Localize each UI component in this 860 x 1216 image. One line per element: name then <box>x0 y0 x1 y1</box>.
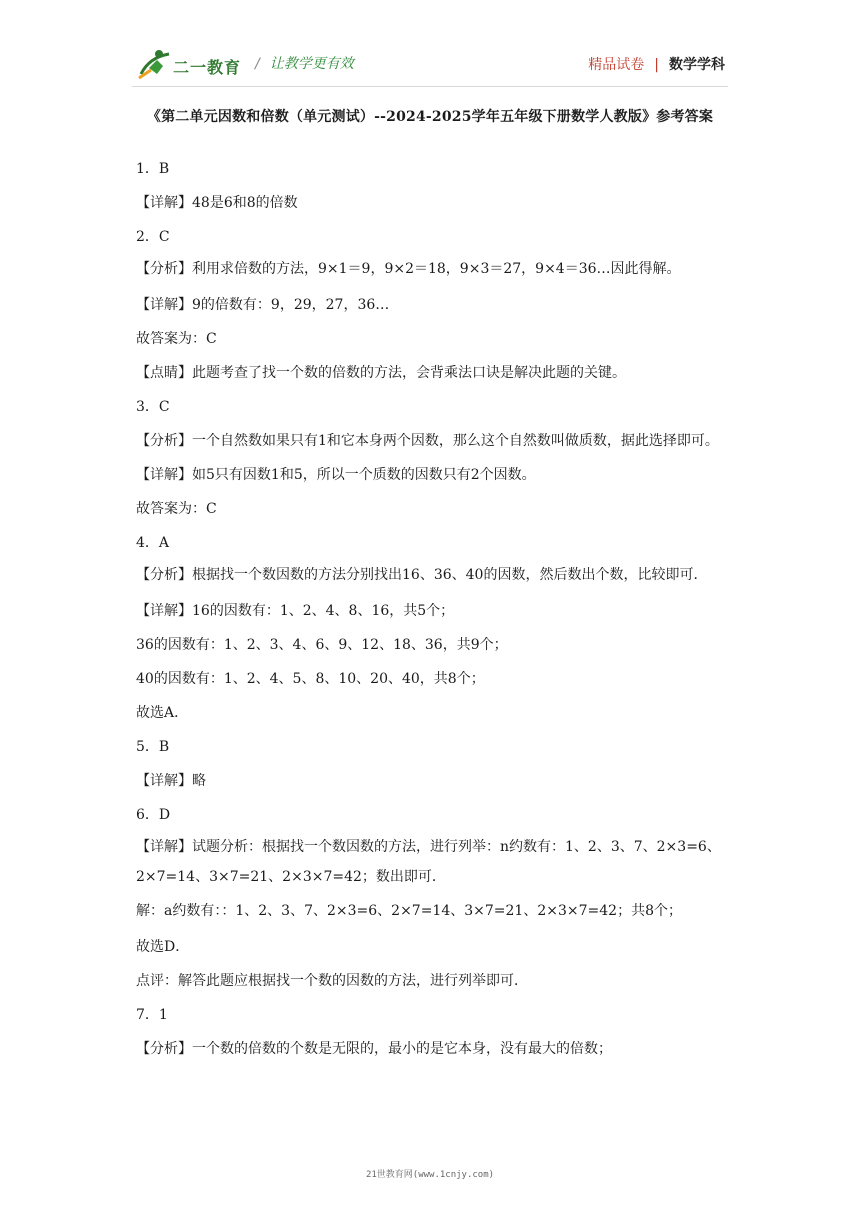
answer-line: 解：a约数有：：1、2、3、7、2×3=6、2×7=14、3×7=21、2×3×7=42；共8个； <box>136 903 682 919</box>
answer-line: 【分析】利用求倍数的方法，9×1＝9，9×2＝18，9×3＝27，9×4＝36…因此得解。 <box>136 261 681 277</box>
answer-line: 【详解】9的倍数有：9，29，27，36… <box>136 297 390 313</box>
answer-line: 4．A <box>136 535 170 551</box>
answer-line: 【详解】试题分析：根据找一个数因数的方法，进行列举：n约数有：1、2、3、7、2×3=6、2×7=14、3×7=21、2×3×7=42；数出即可． <box>136 839 721 885</box>
answer-line: 5．B <box>136 739 170 755</box>
header-divider <box>132 86 728 87</box>
document-title: 《第二单元因数和倍数（单元测试）--2024-2025学年五年级下册数学人教版》参考答案 <box>146 109 714 125</box>
answer-line: 故选A． <box>136 705 189 721</box>
footer: 21世教育网(www.1cnjy.com) <box>365 1170 495 1180</box>
logo-text: 二一教育 <box>173 58 242 77</box>
runner-logo-icon <box>137 48 173 82</box>
answer-line: 40的因数有：1、2、4、5、8、10、20、40，共8个； <box>136 671 485 687</box>
answer-line: 【详解】48是6和8的倍数 <box>136 195 298 211</box>
answer-line: 故选D． <box>136 939 190 955</box>
answer-line: 【分析】根据找一个数因数的方法分别找出16、36、40的因数，然后数出个数，比较即可． <box>136 567 708 583</box>
answer-line: 【详解】16的因数有：1、2、4、8、16，共5个； <box>136 603 455 619</box>
answer-line: 故答案为：C <box>136 501 217 517</box>
answer-line: 1．B <box>136 161 170 177</box>
tag-subject: 数学学科 <box>669 57 725 73</box>
slogan-text: 让教学更有效 <box>269 56 354 72</box>
answer-content <box>136 152 736 1066</box>
answer-line: 7．1 <box>136 1007 168 1023</box>
answer-line: 3．C <box>136 399 170 415</box>
answer-line: 36的因数有：1、2、3、4、6、9、12、18、36，共9个； <box>136 637 508 653</box>
answer-line: 2．C <box>136 229 170 245</box>
answer-line: 故答案为：C <box>136 331 217 347</box>
answer-line: 【分析】一个数的倍数的个数是无限的，最小的是它本身，没有最大的倍数； <box>136 1041 612 1057</box>
answer-line: 【点睛】此题考查了找一个数的倍数的方法，会背乘法口诀是解决此题的关键。 <box>136 365 626 381</box>
slogan: / 让教学更有效 <box>255 56 354 72</box>
page-header <box>0 0 860 92</box>
answer-line: 6．D <box>136 807 171 823</box>
tag-premium: 精品试卷 <box>588 57 645 73</box>
logo <box>137 48 267 82</box>
answer-line: 【分析】一个自然数如果只有1和它本身两个因数，那么这个自然数叫做质数，据此选择即可。 <box>136 433 719 449</box>
subject-tags: 精品试卷 | 数学学科 <box>588 57 725 73</box>
answer-line: 【详解】略 <box>136 773 206 789</box>
answer-line: 点评：解答此题应根据找一个数的因数的方法，进行列举即可． <box>136 973 528 989</box>
answer-line: 【详解】如5只有因数1和5，所以一个质数的因数只有2个因数。 <box>136 467 536 483</box>
